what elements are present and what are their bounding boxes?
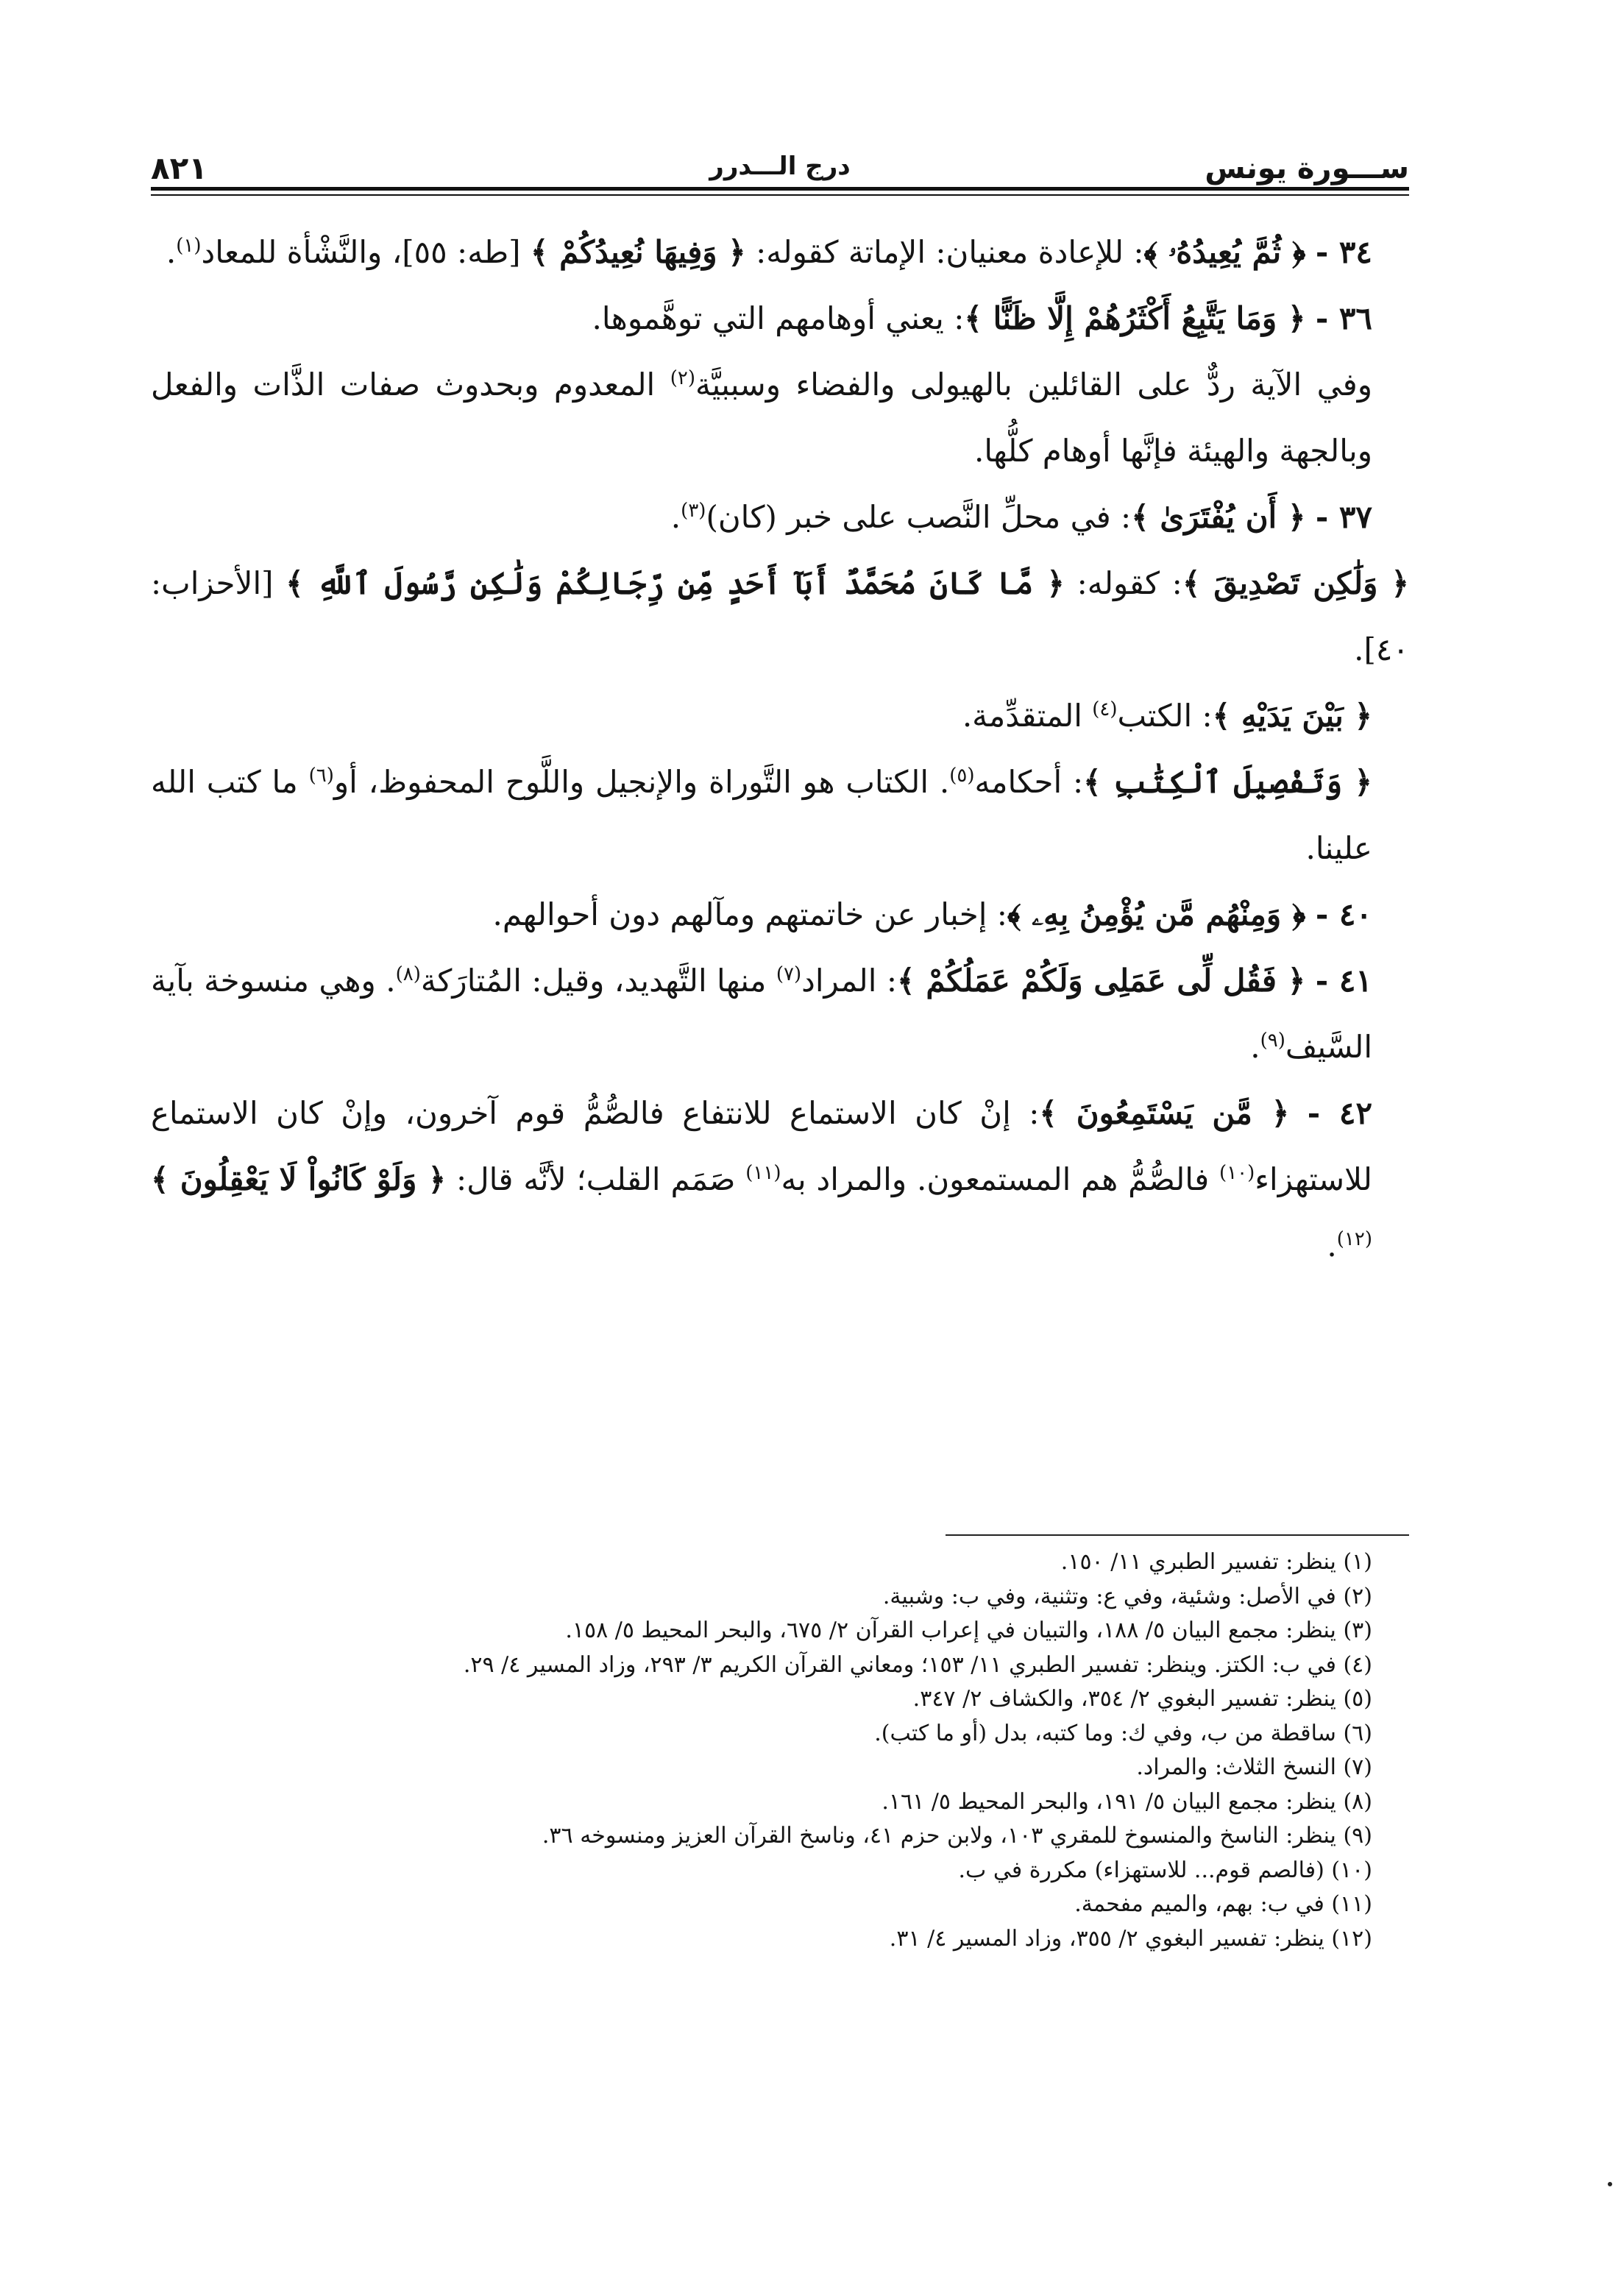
commentary-text: : أحكامه bbox=[974, 764, 1084, 800]
main-text bbox=[151, 219, 1409, 1279]
quran-quote: ﴿ وَلَٰكِن تَصْدِيقَ ﴾ bbox=[1182, 565, 1410, 601]
page-number: ٨٢١ bbox=[151, 150, 207, 186]
paragraph-verse-40 bbox=[151, 882, 1409, 948]
commentary-text: : إخبار عن خاتمتهم ومآلهم دون أحوالهم. bbox=[492, 896, 1007, 932]
quran-quote: ﴿ مَّا كَانَ مُحَمَّدٌ أَبَآ أَحَدٍ مِّن رِّجَالِكُمْ وَلَٰكِن رَّسُولَ ٱللَّهِ ﴾ bbox=[285, 565, 1065, 601]
paragraph-commentary bbox=[151, 352, 1409, 484]
commentary-text: [طه: ٥٥]، والنَّشْأة للمعاد bbox=[201, 234, 531, 270]
footnote-ref[interactable]: (٤) bbox=[1092, 698, 1118, 720]
commentary-text: : المراد bbox=[801, 963, 897, 999]
verse-number: ٤١ - bbox=[1315, 963, 1372, 999]
quran-quote: ﴿ بَيْنَ يَدَيْهِ ﴾ bbox=[1212, 698, 1372, 734]
footnote-ref[interactable]: (١٠) bbox=[1219, 1162, 1255, 1184]
footnote-3: (٣) ينظر: مجمع البيان ٥/ ١٨٨، والتبيان في إعراب القرآن ٢/ ٦٧٥، والبحر المحيط ٥/ ١٥٨. bbox=[565, 1618, 1372, 1643]
commentary-text: : كقوله: bbox=[1064, 565, 1182, 601]
commentary-text: : إنْ كان الاستماع للانتفاع فالصُّمُّ قوم آخرون، وإنْ كان الاستماع للاستهزاء bbox=[151, 1095, 1372, 1197]
commentary-text: . الكتاب هو التَّوراة والإنجيل واللَّوح المحفوظ، أو bbox=[333, 764, 950, 800]
commentary-text: [الأحزاب: ٤٠]. bbox=[151, 565, 1409, 667]
footnote-ref[interactable]: (٣) bbox=[681, 500, 706, 522]
paragraph-verse-36 bbox=[151, 286, 1409, 352]
footnote-2: (٢) في الأصل: وشئية، وفي ع: وتثنية، وفي ب: وشبية. bbox=[882, 1583, 1372, 1609]
paragraph-bayna-yadayh bbox=[151, 683, 1409, 749]
footnotes-section bbox=[151, 1545, 1409, 1956]
footnote-9: (٩) ينظر: الناسخ والمنسوخ للمقري ١٠٣، ولابن حزم ٤١، وناسخ القرآن العزيز ومنسوخه ٣٦. bbox=[542, 1823, 1372, 1849]
verse-number: ٣٧ - bbox=[1315, 499, 1372, 535]
footnote-ref[interactable]: (١٢) bbox=[1336, 1228, 1372, 1250]
paragraph-verse-41 bbox=[151, 948, 1409, 1080]
commentary-text: : الكتب bbox=[1117, 698, 1213, 734]
quran-quote: ﴿ مَّن يَسْتَمِعُونَ ﴾ bbox=[1039, 1095, 1290, 1131]
footnote-7: (٧) النسخ الثلاث: والمراد. bbox=[1136, 1754, 1372, 1780]
quran-quote: ﴿ وَمَا يَتَّبِعُ أَكْثَرُهُمْ إِلَّا ظَنًّا ﴾ bbox=[964, 300, 1306, 336]
scan-speck bbox=[1608, 2182, 1612, 2186]
commentary-text: : للإعادة معنيان: الإماتة كقوله: bbox=[745, 234, 1144, 270]
commentary-text: وفي الآية ردٌّ على القائلين بالهيولى والفضاء وسببيَّة bbox=[695, 366, 1372, 403]
paragraph-tasdiq bbox=[151, 550, 1409, 683]
header-rule-thin bbox=[151, 194, 1409, 196]
footnote-ref[interactable]: (٨) bbox=[395, 963, 421, 985]
footnote-1: (١) ينظر: تفسير الطبري ١١/ ١٥٠. bbox=[1060, 1549, 1372, 1575]
footnote-ref[interactable]: (١١) bbox=[745, 1162, 781, 1184]
surah-title: ســـورة يونس bbox=[1205, 152, 1409, 185]
commentary-text: . bbox=[670, 499, 681, 535]
header-rule-thick bbox=[151, 187, 1409, 191]
footnote-separator bbox=[946, 1534, 1409, 1536]
quran-quote: ﴿ وَتَفْصِيلَ ٱلْكِتَٰبِ ﴾ bbox=[1083, 764, 1372, 800]
paragraph-tafsil bbox=[151, 749, 1409, 882]
commentary-text: . bbox=[1327, 1227, 1337, 1264]
commentary-text: المتقدِّمة. bbox=[962, 698, 1093, 734]
footnote-8: (٨) ينظر: مجمع البيان ٥/ ١٩١، والبحر المحيط ٥/ ١٦١. bbox=[882, 1788, 1372, 1815]
verse-number: ٣٦ - bbox=[1315, 300, 1372, 336]
commentary-text: ما كتب الله علينا. bbox=[151, 764, 1372, 866]
commentary-text: : يعني أوهامهم التي توهَّموها. bbox=[592, 300, 965, 336]
footnote-11: (١١) في ب: بهم، والميم مفحمة. bbox=[1074, 1891, 1372, 1917]
footnote-ref[interactable]: (١) bbox=[176, 235, 202, 257]
quran-quote: ﴿ وَلَوْ كَانُواْ لَا يَعْقِلُونَ ﴾ bbox=[151, 1161, 447, 1197]
commentary-text: منها التَّهديد، وقيل: المُتارَكة bbox=[420, 963, 776, 999]
footnote-4: (٤) في ب: الكتز. وينظر: تفسير الطبري ١١/ ١٥٣؛ ومعاني القرآن الكريم ٣/ ٢٩٣، وزاد المسير ٤/ ٢٩. bbox=[463, 1651, 1372, 1678]
footnote-5: (٥) ينظر: تفسير البغوي ٢/ ٣٥٤، والكشاف ٢/ ٣٤٧. bbox=[912, 1686, 1372, 1712]
verse-number: ٣٤ - bbox=[1315, 234, 1372, 270]
commentary-text: . bbox=[166, 234, 177, 270]
commentary-text: . bbox=[1250, 1029, 1260, 1065]
quran-quote: ﴿ وَفِيهَا نُعِيدُكُمْ ﴾ bbox=[530, 234, 746, 270]
commentary-text: : في محلِّ النَّصب على خبر (كان) bbox=[706, 499, 1132, 535]
paragraph-verse-37 bbox=[151, 484, 1409, 550]
paragraph-verse-42 bbox=[151, 1080, 1409, 1279]
quran-quote: ﴿ فَقُل لِّى عَمَلِى وَلَكُمْ عَمَلُكُمْ ﴾ bbox=[897, 963, 1306, 999]
paragraph-verse-34 bbox=[151, 219, 1409, 286]
footnote-ref[interactable]: (٢) bbox=[670, 367, 695, 389]
footnote-ref[interactable]: (٥) bbox=[949, 765, 975, 787]
footnote-12: (١٢) ينظر: تفسير البغوي ٢/ ٣٥٥، وزاد المسير ٤/ ٣١. bbox=[889, 1925, 1372, 1952]
footnote-6: (٦) ساقطة من ب، وفي ك: وما كتبه، بدل (أو ما كتب). bbox=[874, 1720, 1372, 1746]
commentary-text: المعدوم وبحدوث صفات الذَّات والفعل وبالجهة والهيئة فإنَّها أوهام كلُّها. bbox=[151, 366, 1372, 469]
book-title: درج الـــدرر bbox=[709, 152, 851, 181]
commentary-text: فالصُّمُّ هم المستمعون. والمراد به bbox=[781, 1161, 1220, 1197]
footnote-ref[interactable]: (٦) bbox=[308, 765, 334, 787]
commentary-text: صَمَم القلب؛ لأنَّه قال: bbox=[446, 1161, 746, 1197]
quran-quote: ﴿ ثُمَّ يُعِيدُهُۥ ﴾ bbox=[1143, 234, 1306, 270]
footnote-ref[interactable]: (٩) bbox=[1260, 1030, 1285, 1052]
commentary-text: . وهي منسوخة بآية السَّيف bbox=[151, 963, 1372, 1065]
footnote-10: (١٠) (فالصم قوم... للاستهزاء) مكررة في ب. bbox=[958, 1857, 1372, 1883]
verse-number: ٤٠ - bbox=[1315, 896, 1372, 932]
verse-number: ٤٢ - bbox=[1307, 1095, 1373, 1131]
running-header bbox=[151, 137, 1409, 185]
quran-quote: ﴿ وَمِنْهُم مَّن يُؤْمِنُ بِهِۦ ﴾ bbox=[1007, 896, 1306, 932]
footnote-ref[interactable]: (٧) bbox=[776, 963, 802, 985]
quran-quote: ﴿ أَن يُفْتَرَىٰ ﴾ bbox=[1131, 499, 1306, 535]
